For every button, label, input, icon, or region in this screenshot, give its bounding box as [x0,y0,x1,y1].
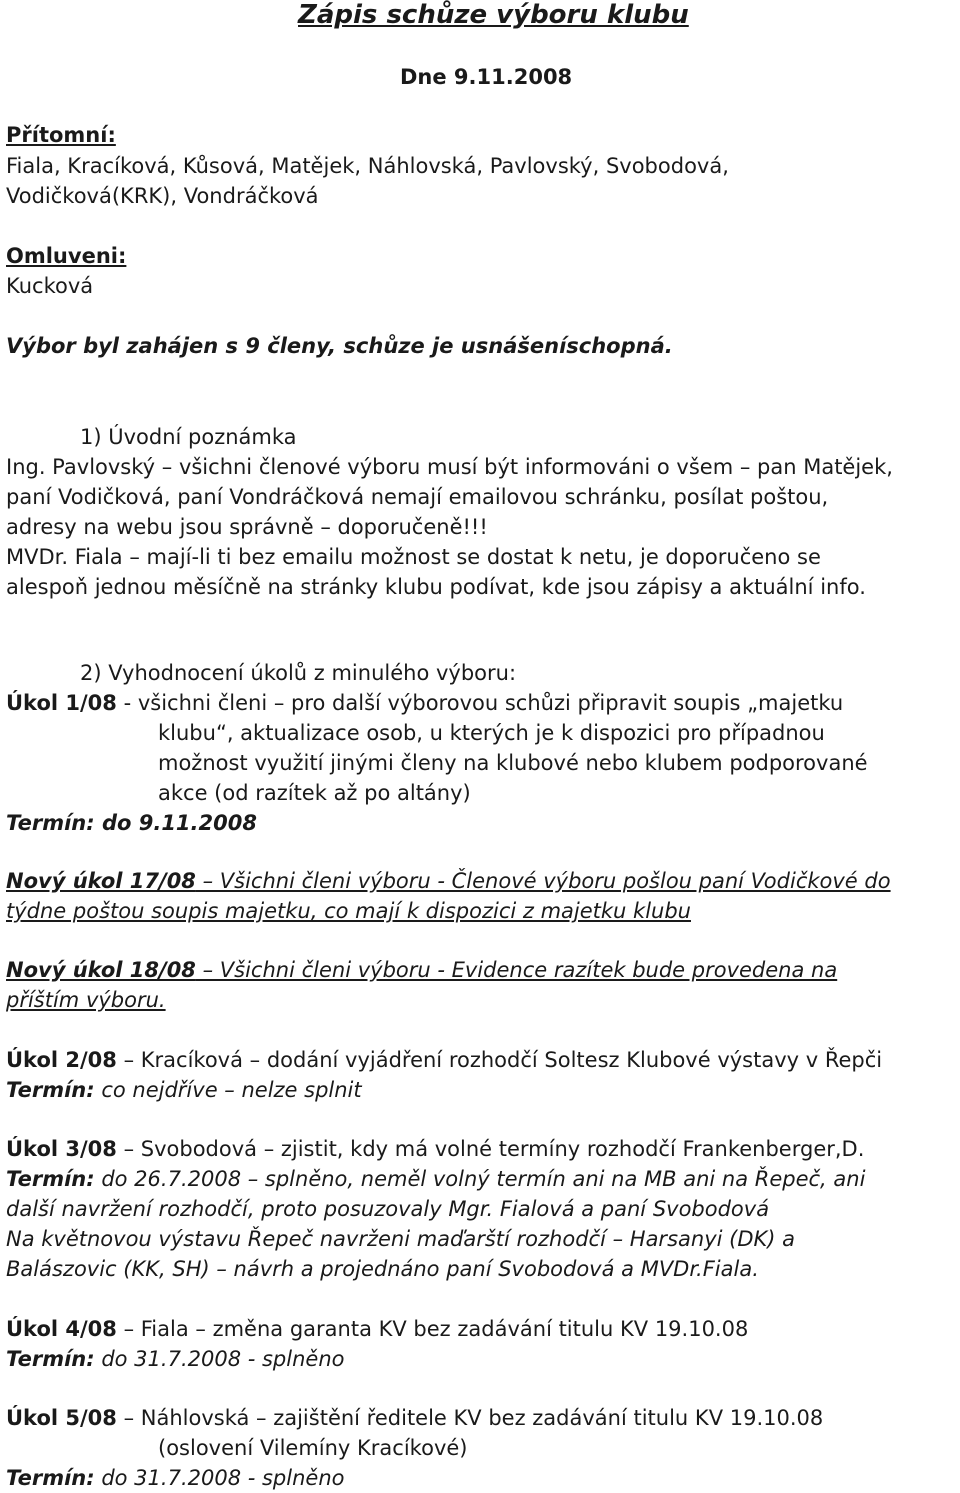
task-2-deadline [6,1077,362,1103]
excused-names: Kucková [6,274,94,298]
task-4-text: – Fiala – změna garanta KV bez zadávání titulu KV 19.10.08 [116,1317,749,1341]
excused-label: Omluveni: [6,244,127,268]
task-3-line [6,1136,864,1162]
task-5-deadline-text: do 31.7.2008 - splněno [94,1466,345,1490]
section-2-heading: 2) Vyhodnocení úkolů z minulého výboru: [80,661,517,685]
task-3-deadline [6,1166,865,1192]
new-task-18-line [6,957,837,983]
new-task-18-label: Nový úkol 18/08 [6,958,196,982]
present-names-line-1: Fiala, Kracíková, Kůsová, Matějek, Náhlovská, Pavlovský, Svobodová, [6,154,729,178]
task-5-continuation: (oslovení Vilemíny Kracíkové) [158,1436,468,1460]
present-label: Přítomní: [6,123,116,147]
task-1-label: Úkol 1/08 [6,691,117,715]
task-5-line [6,1405,823,1431]
task-3-label: Úkol 3/08 [6,1137,117,1161]
task-3-deadline-label: Termín: [6,1167,95,1191]
task-4-line [6,1316,748,1342]
task-4-deadline-text: do 31.7.2008 - splněno [94,1347,345,1371]
task-3-text: – Svobodová – zjistit, kdy má volné termíny rozhodčí Frankenberger,D. [116,1137,865,1161]
task-1-text: - všichni členi – pro další výborovou schůzi připravit soupis „majetku [116,691,844,715]
task-3-note: Na květnovou výstavu Řepeč navrženi maďarští rozhodčí – Harsanyi (DK) a [6,1227,795,1251]
task-1-line [6,690,843,716]
new-task-17-label: Nový úkol 17/08 [6,869,196,893]
new-task-17-continuation: týdne poštou soupis majetku, co mají k dispozici z majetku klubu [6,899,691,923]
meeting-date: Dne 9.11.2008 [400,65,573,89]
task-5-deadline-label: Termín: [6,1466,95,1490]
task-2-deadline-text: co nejdříve – nelze splnit [94,1078,362,1102]
task-5-deadline [6,1465,344,1491]
task-2-label: Úkol 2/08 [6,1048,117,1072]
section-1-line: Ing. Pavlovský – všichni členové výboru musí být informováni o všem – pan Matějek, [6,455,893,479]
task-1-continuation: možnost využití jinými členy na klubové nebo klubem podporované [158,751,868,775]
section-1-line: paní Vodičková, paní Vondráčková nemají emailovou schránku, posílat poštou, [6,485,829,509]
task-3-note: další navržení rozhodčí, proto posuzovaly Mgr. Fialová a paní Svobodová [6,1197,770,1221]
task-4-deadline-label: Termín: [6,1347,95,1371]
task-2-text: – Kracíková – dodání vyjádření rozhodčí Soltesz Klubové výstavy v Řepči [116,1048,883,1072]
new-task-18-text: – Všichni členi výboru - Evidence razítek bude provedena na [195,958,838,982]
section-1-heading: 1) Úvodní poznámka [80,425,297,449]
new-task-17-line [6,868,891,894]
new-task-17-text: – Všichni členi výboru - Členové výboru pošlou paní Vodičkové do [195,869,891,893]
task-4-deadline [6,1346,344,1372]
task-4-label: Úkol 4/08 [6,1317,117,1341]
task-5-label: Úkol 5/08 [6,1406,117,1430]
document-title: Zápis schůze výboru klubu [298,0,689,30]
task-2-deadline-label: Termín: [6,1078,95,1102]
task-5-text: – Náhlovská – zajištění ředitele KV bez zadávání titulu KV 19.10.08 [116,1406,824,1430]
section-1-line: MVDr. Fiala – mají-li ti bez emailu možnost se dostat k netu, je doporučeno se [6,545,821,569]
task-2-line [6,1047,882,1073]
new-task-18-continuation: příštím výboru. [6,988,166,1012]
section-1-line: adresy na webu jsou správně – doporučeně!!! [6,515,488,539]
task-3-deadline-text: do 26.7.2008 – splněno, neměl volný termín ani na MB ani na Řepeč, ani [94,1167,866,1191]
task-3-note: Balászovic (KK, SH) – návrh a projednáno paní Svobodová a MVDr.Fiala. [6,1257,759,1281]
task-1-deadline: Termín: do 9.11.2008 [6,811,257,835]
present-names-line-2: Vodičková(KRK), Vondráčková [6,184,319,208]
task-1-continuation: akce (od razítek až po altány) [158,781,471,805]
section-1-line: alespoň jednou měsíčně na stránky klubu podívat, kde jsou zápisy a aktuální info. [6,575,866,599]
task-1-continuation: klubu“, aktualizace osob, u kterých je k dispozici pro případnou [158,721,825,745]
quorum-statement: Výbor byl zahájen s 9 členy, schůze je usnášeníschopná. [6,334,673,358]
